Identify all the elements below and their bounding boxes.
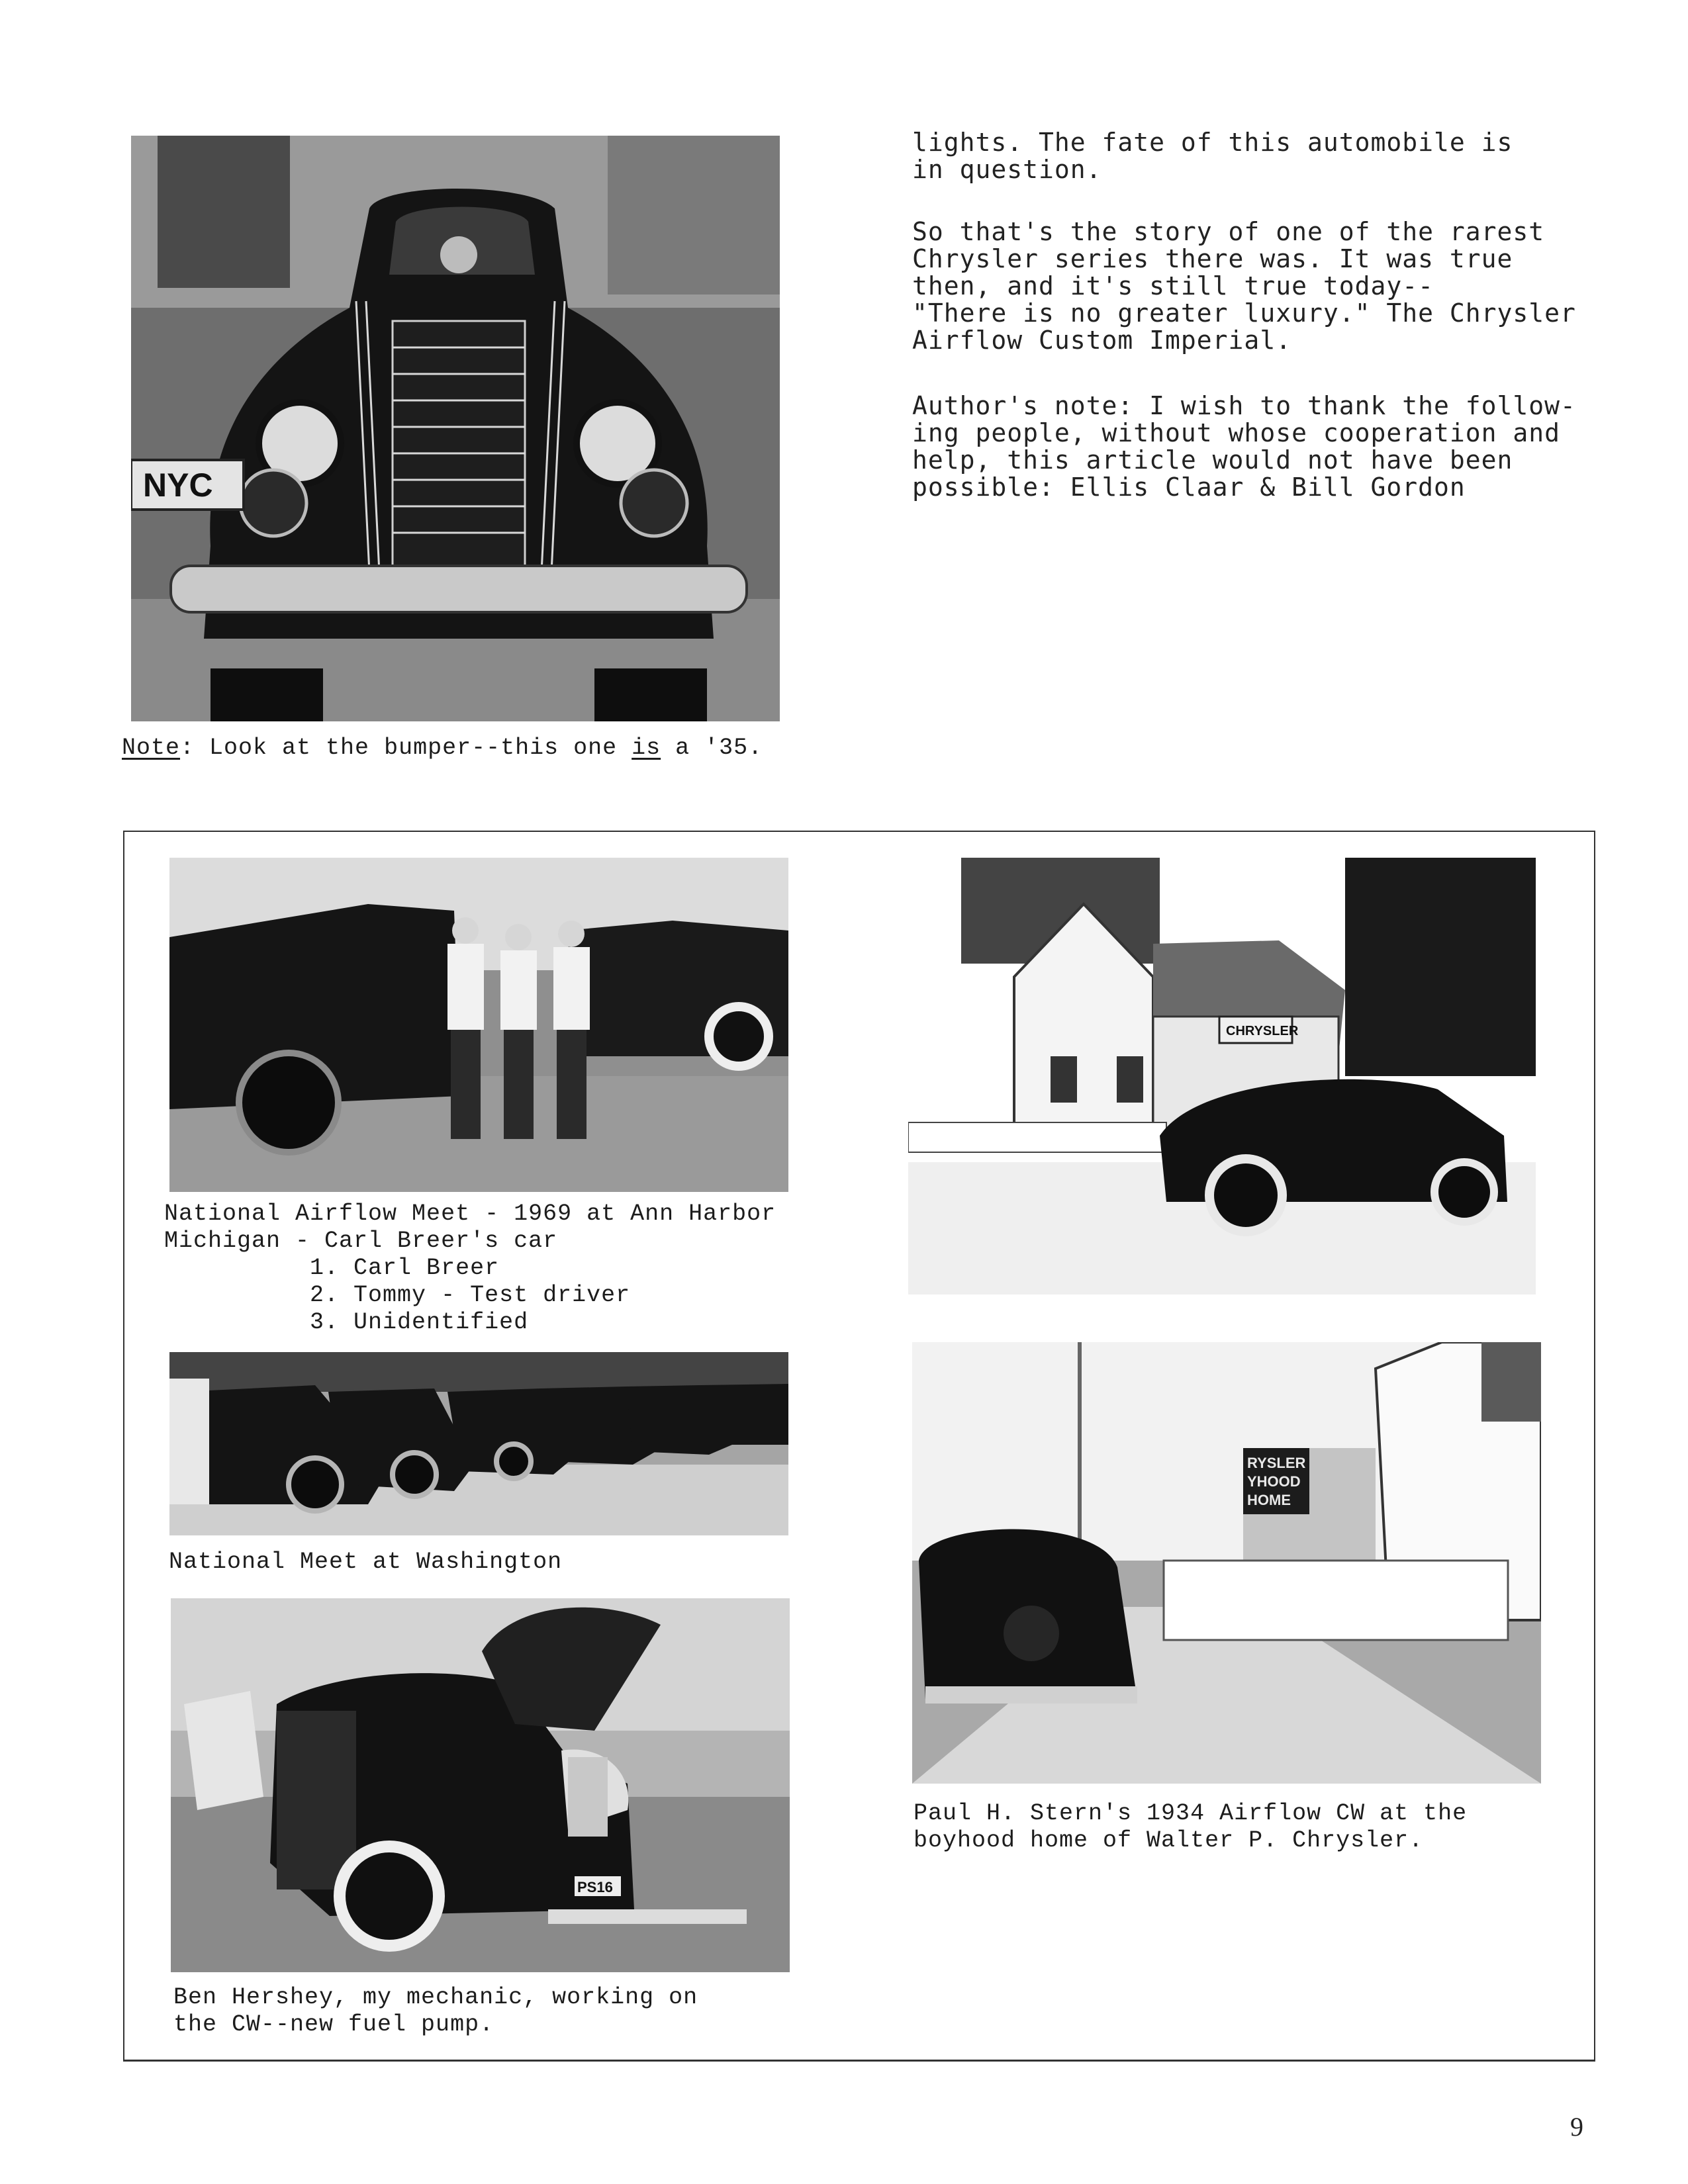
photo-washington-meet [169,1352,788,1535]
hershey-license-plate: PS16 [577,1879,613,1895]
street-sign-line-2: YHOOD [1247,1473,1301,1490]
note-label: Note [122,735,181,761]
authors-note: Author's note: I wish to thank the follow- ing people, without whose cooperation and help, this article would not have been possible: Ellis Claar & Bill Gordon [912,391,1576,502]
note-text-end: a '35. [661,735,763,761]
license-plate-text: NYC [143,467,213,504]
page-number: 9 [1570,2112,1583,2142]
photo-boyhood-home-street [912,1342,1541,1784]
photo-front-airflow [131,136,780,721]
photo-ann-harbor-meet [169,858,788,1192]
caption-ann-harbor: National Airflow Meet - 1969 at Ann Harbor Michigan - Carl Breer's car 1. Carl Breer 2. Tommy - Test driver 3. Unidentified [164,1201,776,1336]
article-paragraph-2: So that's the story of one of the rarest Chrysler series there was. It was true then, and it's still true today-- "There is no greater luxury." The Chrysler Airflow Custom Imperial. [912,217,1576,355]
photo-hershey-mechanic [171,1598,790,1972]
top-photo-note [122,735,763,762]
note-emphasis: is [632,735,661,761]
caption-stern: Paul H. Stern's 1934 Airflow CW at the boyhood home of Walter P. Chrysler. [914,1800,1468,1854]
caption-washington: National Meet at Washington [169,1549,563,1575]
caption-hershey: Ben Hershey, my mechanic, working on the CW--new fuel pump. [173,1984,698,2038]
street-sign-line-1: RYSLER [1247,1455,1306,1471]
street-sign-line-3: HOME [1247,1492,1291,1508]
house-chrysler-sign: CHRYSLER [1226,1024,1299,1038]
article-paragraph-1: lights. The fate of this automobile is in question. [912,128,1513,184]
note-text-start: : Look at the bumper--this one [180,735,632,761]
photo-chrysler-house [908,858,1536,1295]
